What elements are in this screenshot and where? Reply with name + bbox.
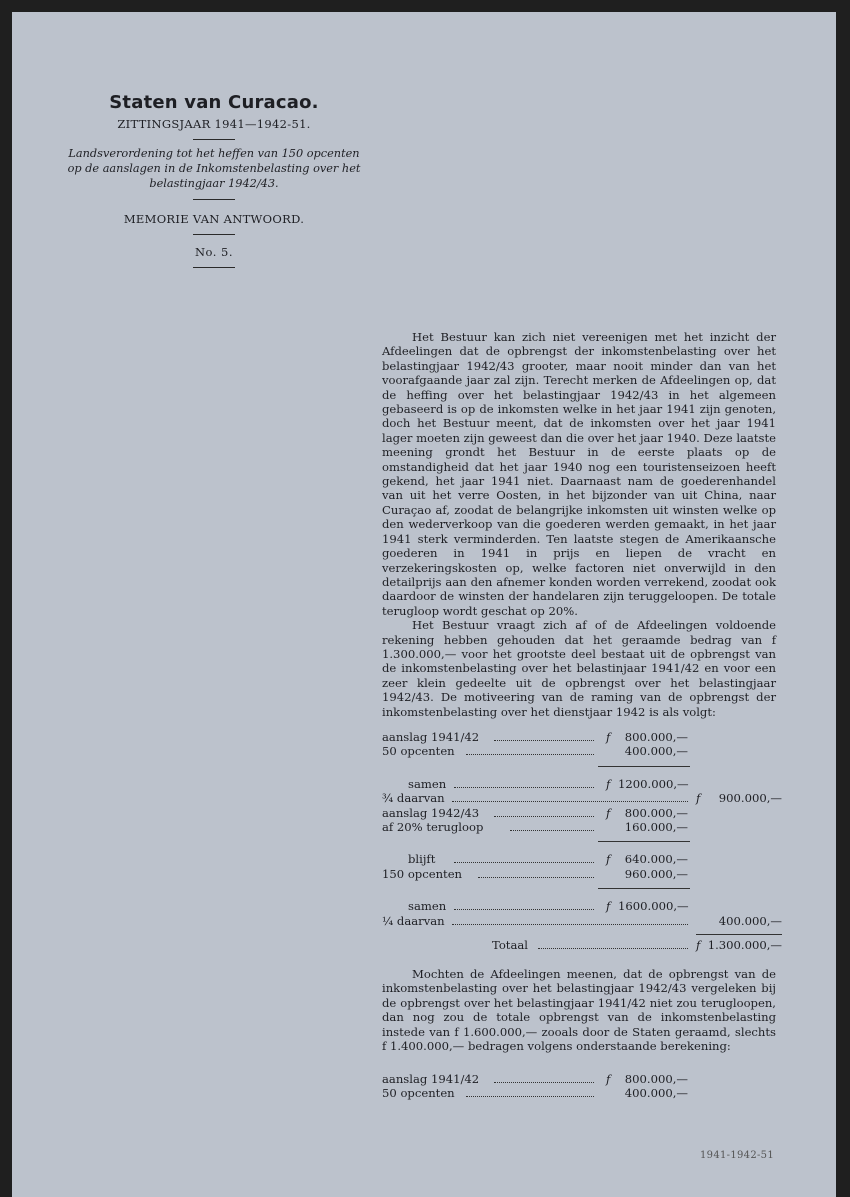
document-page: [12, 12, 836, 1197]
paragraph: Mochten de Afdeelingen meenen, dat de opbrengst van de inkomstenbelasting over het belastingjaar 1942/43 vergeleken bij de opbrengst over het belastingjaar 1941/42 niet zou terugloopen, dan nog zou de totale opbrengst van de inkomstenbelasting instede van f 1.600.000,— zooals door de Staten geraamd, slechts f 1.400.000,— bedragen volgens onderstaande berekening:: [382, 967, 776, 1054]
calc-row: ¼ daarvan 400.000,—: [382, 913, 782, 928]
calc-row: aanslag 1942/43 f 800.000,—: [382, 805, 688, 820]
calc-row: 50 opcenten 400.000,—: [382, 1086, 688, 1101]
calc-row: 50 opcenten 400.000,—: [382, 744, 688, 759]
paragraph: Het Bestuur kan zich niet vereenigen met het inzicht der Afdeelingen dat de opbrengst der inkomstenbelasting over het belastingjaar 1942/43 grooter, maar nooit minder dan van het voorafgaande jaar zal zijn. Terecht merken de Afdeelingen op, dat de heffing over het belastingjaar 1942/43 in het algemeen gebaseerd is op de inkomsten welke in het jaar 1941 zijn genoten, doch het Bestuur meent, dat de inkomsten over het jaar 1941 lager moeten zijn geweest dan die over het jaar 1940. Deze laatste meening grondt het Bestuur in de eerste plaats op de omstandigheid dat het jaar 1940 nog een touristenseizoen heeft gekend, het jaar 1941 niet. Daarnaast nam de goederenhandel van uit het verre Oosten, in het bijzonder van uit China, naar Curaçao af, zoodat de belangrijke inkomsten uit winsten welke op den wederverkoop van die goederen werden gemaakt, in het jaar 1941 sterk verminderden. Ten laatste stegen de Amerikaansche goederen in 1941 in prijs en liepen de vracht en verzekeringskosten op, welke factoren niet onverwijld in den detailprijs aan den afnemer konden worden verrekend, zoodat ook daardoor de winsten der handelaren zijn teruggeloopen. De totale terugloop wordt geschat op 20%.: [382, 330, 776, 618]
document-header: [64, 92, 364, 274]
divider: [193, 199, 235, 200]
calc-row: blijft f 640.000,—: [408, 852, 688, 867]
calc-row: samen f 1200.000,—: [408, 776, 689, 791]
institution-title: Staten van Curacao.: [109, 92, 319, 113]
paragraph: Het Bestuur vraagt zich af of de Afdeelingen voldoende rekening hebben gehouden dat het geraamde bedrag van f 1.300.000,— voor het grootste deel bestaat uit de opbrengst van de inkomstenbelasting over het belastinjaar 1941/42 en voor een zeer klein gedeelte uit de opbrengst over het belastingjaar 1942/43. De motiveering van de raming van de opbrengst der inkomstenbelasting over het dienstjaar 1942 is als volgt:: [382, 618, 776, 719]
calc-row: aanslag 1941/42 f 800.000,—: [382, 1072, 688, 1086]
session-year: ZITTINGSJAAR 1941—1942-51.: [117, 117, 311, 131]
divider: [193, 139, 235, 140]
calc-row: af 20% terugloop 160.000,—: [382, 819, 688, 834]
calc-row: samen f 1600.000,—: [408, 899, 689, 914]
calculation-table-1: [382, 730, 782, 952]
document-number: No. 5.: [194, 245, 234, 259]
ordinance-title: Landsverordening tot het heffen van 150 opcenten op de aanslagen in de Inkomstenbelasting over het belastingjaar 1942/43.: [67, 147, 361, 190]
calc-row: aanslag 1941/42 f 800.000,—: [382, 730, 688, 744]
divider: [193, 234, 235, 235]
body-text-2: [382, 967, 776, 1053]
calculation-table-2: [382, 1072, 782, 1101]
document-type: MEMORIE VAN ANTWOORD.: [123, 212, 305, 226]
body-text: [382, 330, 776, 719]
document-code: 1941-1942-51: [700, 1150, 774, 1161]
calc-total-row: Totaal f 1.300.000,—: [492, 937, 782, 952]
calc-row: 150 opcenten 960.000,—: [382, 866, 688, 881]
divider: [193, 267, 235, 268]
calc-row: ¾ daarvan f 900.000,—: [382, 791, 782, 806]
